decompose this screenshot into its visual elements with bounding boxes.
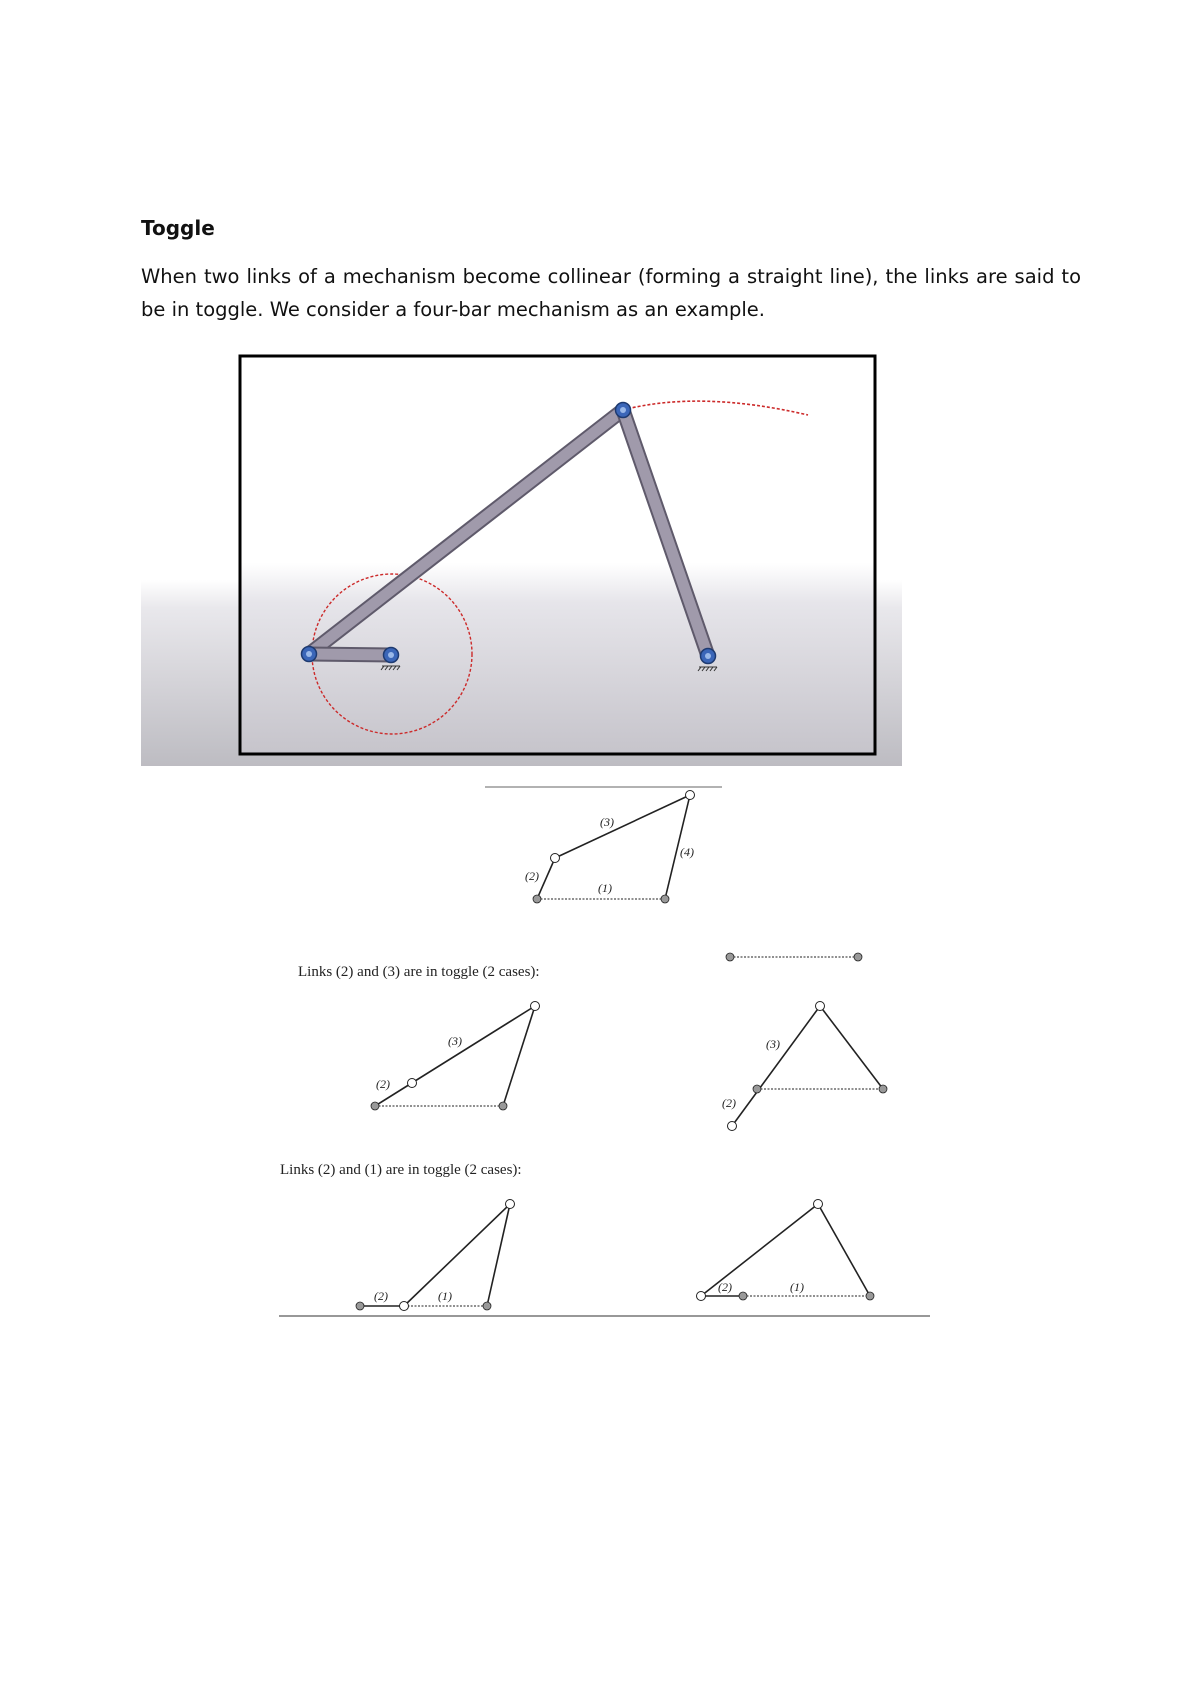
ground-pin <box>499 1102 507 1110</box>
label-link-2: (2) <box>376 1077 390 1091</box>
moving-pin <box>816 1002 825 1011</box>
link-4 <box>820 1006 883 1089</box>
moving-pin <box>400 1302 409 1311</box>
moving-pin <box>697 1292 706 1301</box>
link-3 <box>404 1204 510 1306</box>
section-heading: Toggle <box>141 216 215 240</box>
link-3 <box>555 795 690 858</box>
ground-pin <box>879 1085 887 1093</box>
label-link-2: (2) <box>718 1280 732 1294</box>
links-2-3-collinear <box>732 1006 820 1126</box>
moving-pin <box>408 1079 417 1088</box>
label-link-1: (1) <box>598 881 612 895</box>
link-4 <box>503 1006 535 1106</box>
label-link-2: (2) <box>525 869 539 883</box>
simulation-frame <box>240 356 875 754</box>
link-4 <box>818 1204 870 1296</box>
ground-pin <box>371 1102 379 1110</box>
crank-link-2-fill <box>309 654 391 655</box>
diagram-toggle-2-3-case-b <box>728 1002 888 1131</box>
joint-ground-crank <box>384 648 399 663</box>
label-link-3: (3) <box>600 815 614 829</box>
simulation-screenshot <box>141 356 902 766</box>
moving-pin <box>686 791 695 800</box>
moving-pin <box>814 1200 823 1209</box>
joint-crank-coupler <box>302 647 317 662</box>
joint-coupler-rocker <box>616 403 631 418</box>
diagram-toggle-2-3-case-a <box>371 1002 540 1111</box>
joint-ground-rocker <box>701 649 716 664</box>
ground-pin <box>533 895 541 903</box>
label-link-4: (4) <box>680 845 694 859</box>
caption-toggle-2-3: Links (2) and (3) are in toggle (2 cases): <box>298 964 540 980</box>
link-4 <box>487 1204 510 1306</box>
label-link-3: (3) <box>766 1037 780 1051</box>
ground-pin <box>356 1302 364 1310</box>
diagram-fragment-ground <box>726 953 862 961</box>
label-link-1: (1) <box>790 1280 804 1294</box>
links-2-3-collinear <box>375 1006 535 1106</box>
ground-pin <box>866 1292 874 1300</box>
label-link-1: (1) <box>438 1289 452 1303</box>
ground-pin <box>661 895 669 903</box>
ground-pin <box>483 1302 491 1310</box>
label-link-2: (2) <box>722 1096 736 1110</box>
label-link-2: (2) <box>374 1289 388 1303</box>
ground-pin <box>753 1085 761 1093</box>
label-link-3: (3) <box>448 1034 462 1048</box>
moving-pin <box>506 1200 515 1209</box>
intro-paragraph: When two links of a mechanism become collinear (forming a straight line), the links are said to be in toggle. We consider a four-bar mechanism as an example. <box>141 265 1081 321</box>
moving-pin <box>531 1002 540 1011</box>
moving-pin <box>728 1122 737 1131</box>
moving-pin <box>551 854 560 863</box>
link-2 <box>537 858 555 899</box>
caption-toggle-2-1: Links (2) and (1) are in toggle (2 cases): <box>280 1162 522 1178</box>
ground-pin <box>739 1292 747 1300</box>
